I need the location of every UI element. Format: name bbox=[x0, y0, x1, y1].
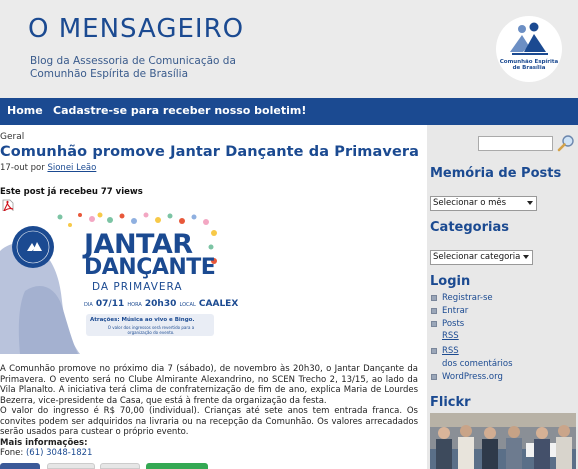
login-item-label: Registrar-se bbox=[442, 293, 493, 303]
flickr-heading: Flickr bbox=[430, 395, 471, 410]
post-paragraph-2: O valor do ingresso é R$ 70,00 (individual). Crianças até sete anos tem entrada franca. Os convites podem ser adquiridos na livraria ou na recepção da Comunhão. Os valores arrecadados serão usados para custear o próprio evento. bbox=[0, 406, 418, 437]
post-views: Este post já recebeu 77 views bbox=[0, 187, 143, 197]
login-item-wordpress[interactable] bbox=[431, 371, 571, 384]
search-icon[interactable] bbox=[557, 134, 575, 152]
site-title[interactable]: O MENSAGEIRO bbox=[28, 14, 245, 44]
login-item-label: RSS bbox=[442, 346, 459, 357]
sidebar bbox=[427, 125, 578, 469]
login-heading: Login bbox=[430, 274, 471, 289]
memoria-heading: Memória de Posts bbox=[430, 166, 562, 181]
phone-label: Fone: bbox=[0, 448, 24, 458]
flyer-time-label: HORA bbox=[127, 302, 142, 308]
more-info-label: Mais informações: bbox=[0, 437, 88, 448]
flyer-place: CAALEX bbox=[198, 299, 239, 309]
month-select-value: Selecionar o mês bbox=[433, 198, 507, 208]
categorias-heading: Categorias bbox=[430, 220, 509, 235]
login-item-label: Posts bbox=[442, 318, 465, 329]
bullet-icon bbox=[431, 308, 437, 314]
share-button-gplus[interactable] bbox=[100, 463, 140, 469]
flyer-place-label: LOCAL bbox=[179, 302, 196, 308]
post-date: 17-out por bbox=[0, 163, 45, 173]
main-content bbox=[0, 125, 427, 469]
main-nav bbox=[0, 98, 578, 125]
share-button-whatsapp[interactable] bbox=[146, 463, 208, 469]
post-author-link[interactable]: Sionei Leão bbox=[47, 163, 97, 173]
search-input[interactable] bbox=[478, 136, 553, 151]
login-item-enter[interactable] bbox=[431, 305, 571, 318]
post-paragraph-1: A Comunhão promove no próximo dia 7 (sábado), de novembro às 20h30, o Jantar Dançante da Primavera. O evento será no Clube Almirante Alexandrino, no SCEN Trecho 2, 13/15, ao lado da Vila Planalto. A iniciativa terá clima de confraternização de fim de ano, explica Maria de Lourdes Bezerra, vice-presidente da Casa, que está à frente da organização da festa. bbox=[0, 364, 418, 406]
login-item-label: Entrar bbox=[442, 305, 469, 316]
flyer-attractions: Atrações: Música ao vivo e Bingo. bbox=[90, 317, 195, 323]
bullet-icon bbox=[431, 374, 437, 380]
site-description-line1: Blog da Assessoria de Comunicação da bbox=[30, 55, 236, 67]
post-title[interactable]: Comunhão promove Jantar Dançante da Primavera bbox=[0, 144, 420, 160]
flyer-title-primavera: DA PRIMAVERA bbox=[92, 281, 183, 293]
flyer-time: 20h30 bbox=[144, 299, 177, 309]
logo-emblem-icon bbox=[496, 16, 562, 82]
logo-caption bbox=[498, 59, 560, 71]
post-body bbox=[0, 364, 418, 459]
flyer-title-jantar: JANTAR bbox=[84, 229, 193, 260]
logo-caption-line2: de Brasília bbox=[512, 65, 546, 71]
nav-home-link[interactable]: Home bbox=[7, 104, 43, 117]
nav-subscribe-link[interactable]: Cadastre-se para receber nosso boletim! bbox=[53, 104, 307, 117]
flyer-date-label: DIA bbox=[84, 302, 93, 308]
flickr-photos-image[interactable] bbox=[430, 413, 576, 469]
site-logo[interactable] bbox=[496, 16, 562, 82]
logo-caption-line1: Comunhão Espírita bbox=[499, 59, 559, 65]
site-description-line2: Comunhão Espírita de Brasília bbox=[30, 68, 189, 80]
post-category[interactable]: Geral bbox=[0, 132, 25, 142]
site-header bbox=[0, 0, 578, 98]
login-item-comments[interactable]: dos comentários bbox=[442, 358, 513, 369]
login-item-label: WordPress.org bbox=[442, 371, 503, 382]
login-item-posts-rss[interactable]: RSS bbox=[442, 331, 459, 342]
site-description bbox=[30, 55, 250, 81]
share-buttons bbox=[0, 463, 230, 469]
login-item-rss[interactable] bbox=[431, 345, 571, 358]
phone-link[interactable]: (61) 3048-1821 bbox=[25, 448, 93, 458]
flyer-event-details bbox=[84, 299, 238, 309]
chevron-down-icon bbox=[523, 255, 529, 259]
login-item-posts[interactable] bbox=[431, 318, 571, 331]
category-select[interactable] bbox=[430, 250, 533, 265]
flyer-date: 07/11 bbox=[95, 299, 125, 309]
phone-line bbox=[0, 448, 418, 459]
post-meta bbox=[0, 163, 96, 173]
category-select-value: Selecionar categoria bbox=[433, 252, 521, 262]
bullet-icon bbox=[431, 348, 437, 354]
bullet-icon bbox=[431, 295, 437, 301]
flyer-title-dancante: DANÇANTE bbox=[84, 255, 216, 280]
flyer-note: O valor dos ingressos será revertido para a organização do evento. bbox=[107, 325, 195, 335]
bullet-icon bbox=[431, 321, 437, 327]
login-item-register[interactable] bbox=[431, 292, 571, 305]
chevron-down-icon bbox=[527, 201, 533, 205]
month-select[interactable] bbox=[430, 196, 537, 211]
login-list bbox=[431, 292, 571, 384]
event-flyer-image bbox=[0, 211, 239, 354]
share-button-twitter[interactable] bbox=[47, 463, 95, 469]
share-button-facebook[interactable] bbox=[0, 463, 40, 469]
